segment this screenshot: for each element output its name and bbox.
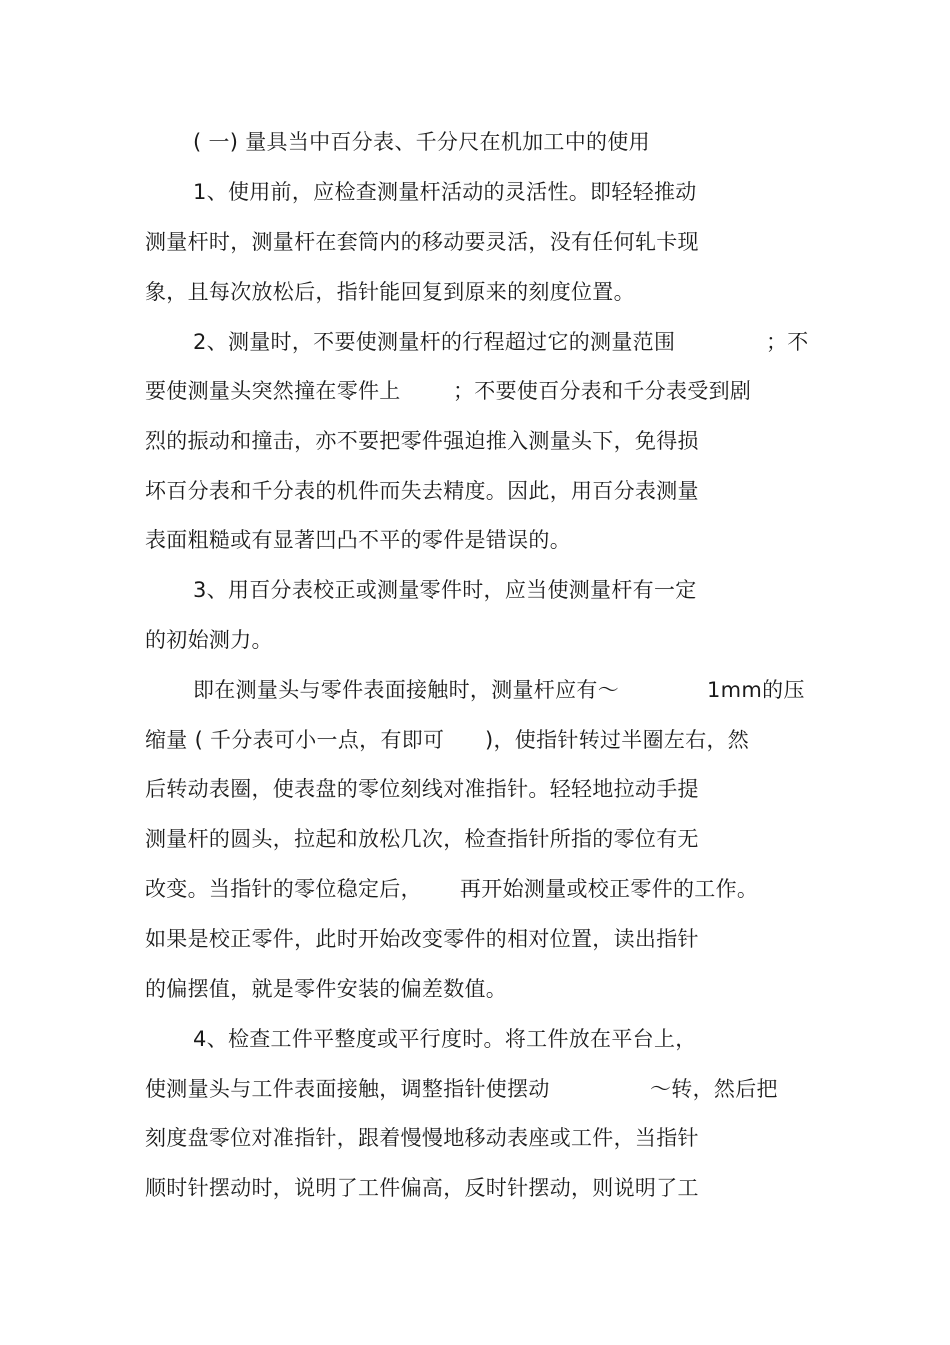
paragraph-line: 1、使用前，应检查测量杆活动的灵活性。即轻轻推动	[193, 180, 697, 204]
paragraph-line: 缩量 ( 千分表可小一点，有即可	[145, 728, 445, 752]
paragraph-line: 4、检查工件平整度或平行度时。将工件放在平台上，	[193, 1027, 697, 1051]
paragraph-line: 改变。当指针的零位稳定后，	[145, 877, 422, 901]
paragraph-line: 2、测量时，不要使测量杆的行程超过它的测量范围	[193, 330, 676, 354]
paragraph-line: 使测量头与工件表面接触，调整指针使摆动	[145, 1077, 550, 1101]
paragraph-line: 测量杆的圆头，拉起和放松几次，检查指针所指的零位有无	[145, 827, 699, 851]
paragraph-line: ；不要使百分表和千分表受到剧	[453, 379, 752, 403]
paragraph-line: ～转，然后把	[650, 1077, 778, 1101]
paragraph-line: 象，且每次放松后，指针能回复到原来的刻度位置。	[145, 280, 635, 304]
paragraph-line: 坏百分表和千分表的机件而失去精度。因此，用百分表测量	[145, 479, 699, 503]
paragraph-line: 刻度盘零位对准指针，跟着慢慢地移动表座或工件，当指针	[145, 1126, 699, 1150]
paragraph-line: 1mm的压	[707, 678, 805, 702]
paragraph-line: 要使测量头突然撞在零件上	[145, 379, 401, 403]
paragraph-line: 即在测量头与零件表面接触时，测量杆应有～	[193, 678, 619, 702]
paragraph-line: ；不	[766, 330, 809, 354]
section-heading: ( 一) 量具当中百分表、千分尺在机加工中的使用	[193, 130, 650, 154]
paragraph-line: 如果是校正零件，此时开始改变零件的相对位置，读出指针	[145, 927, 699, 951]
paragraph-line: 表面粗糙或有显著凹凸不平的零件是错误的。	[145, 528, 571, 552]
paragraph-line: )，使指针转过半圈左右，然	[485, 728, 750, 752]
paragraph-line: 的偏摆值，就是零件安装的偏差数值。	[145, 977, 508, 1001]
paragraph-line: 后转动表圈，使表盘的零位刻线对准指针。轻轻地拉动手提	[145, 777, 699, 801]
paragraph-line: 测量杆时，测量杆在套筒内的移动要灵活，没有任何轧卡现	[145, 230, 699, 254]
paragraph-line: 烈的振动和撞击，亦不要把零件强迫推入测量头下，免得损	[145, 429, 699, 453]
paragraph-line: 3、用百分表校正或测量零件时，应当使测量杆有一定	[193, 578, 697, 602]
paragraph-line: 再开始测量或校正零件的工作。	[460, 877, 759, 901]
paragraph-line: 的初始测力。	[145, 628, 273, 652]
paragraph-line: 顺时针摆动时，说明了工件偏高，反时针摆动，则说明了工	[145, 1176, 699, 1200]
